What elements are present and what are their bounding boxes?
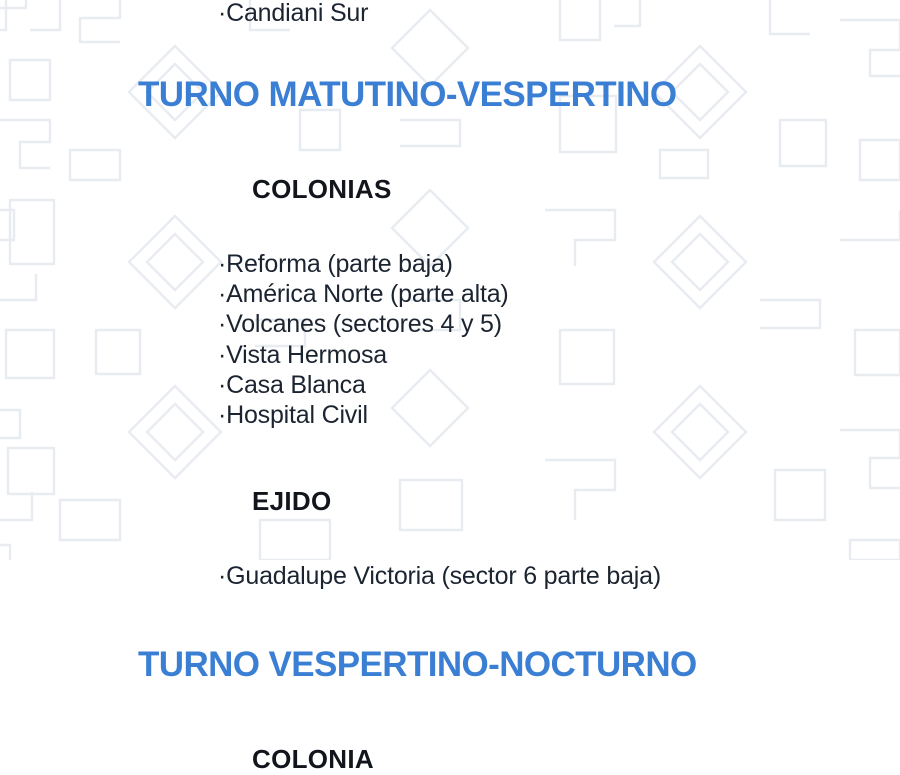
list-item: ·Hospital Civil [218, 401, 368, 430]
turno-heading-matutino-vespertino: TURNO MATUTINO-VESPERTINO [138, 74, 677, 114]
list-item: ·Casa Blanca [218, 371, 366, 400]
section-heading-colonia: COLONIA [252, 743, 374, 774]
colonias-list [0, 249, 900, 431]
list-item: ·Volcanes (sectores 4 y 5) [218, 310, 502, 339]
list-item: ·Guadalupe Victoria (sector 6 parte baja) [218, 561, 661, 590]
ejido-list [0, 561, 900, 591]
partial-top-item-row [0, 0, 900, 28]
cut-off-colony-item: ·Candiani Sur [218, 0, 369, 27]
list-item: ·Vista Hermosa [218, 340, 388, 369]
list-item: ·América Norte (parte alta) [218, 279, 509, 308]
section-heading-ejido: EJIDO [252, 486, 332, 517]
section-heading-colonias: COLONIAS [252, 173, 392, 204]
list-item: ·Reforma (parte baja) [218, 249, 453, 278]
turno-heading-vespertino-nocturno: TURNO VESPERTINO-NOCTURNO [138, 644, 697, 684]
